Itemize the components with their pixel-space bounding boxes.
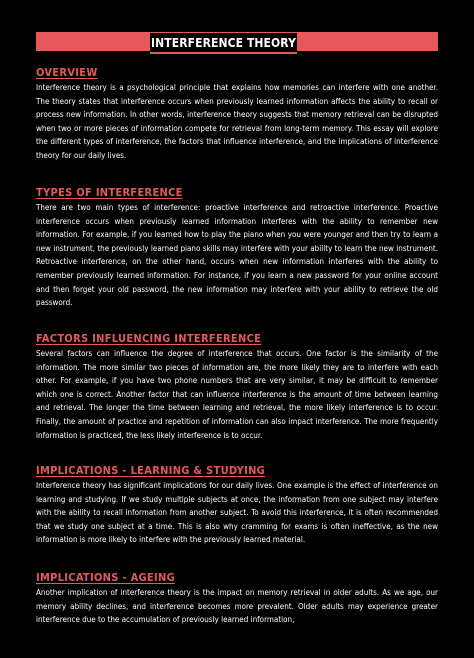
section-heading: TYPES OF INTERFERENCE (36, 186, 183, 199)
section-body: There are two main types of interference: proactive interference and retroactive interference. Proactive interference occurs when previously learned information interferes with the ability to remember new information. For example, if you learned how to play the piano when you were younger and then try to learn a new instrument, the previously learned piano skills may interfere with your ability to learn the new instrument. Retroactive interference, on the other hand, occurs when new information interferes with the ability to remember previously learned information. For instance, if you learn a new password for your online account and then forget your old password, the new information may interfere with your ability to retrieve the old password. (36, 203, 438, 308)
section-body: Interference theory has significant implications for our daily lives. One example is the effect of interference on learning and studying. If we study multiple subjects at once, the information from one subject may interfere with the ability to recall information from another subject. To avoid this interference, it is often recommended that we study one subject at a time. This is also why cramming for exams is often ineffective, as the new information is more likely to interfere with the previously learned material. (36, 481, 438, 545)
section-heading: OVERVIEW (36, 66, 98, 79)
section-heading: FACTORS INFLUENCING INTERFERENCE (36, 332, 262, 345)
section-heading: IMPLICATIONS - LEARNING & STUDYING (36, 464, 266, 477)
section-body: Interference theory is a psychological principle that explains how memories can interfere with one another. The theory states that interference occurs when previously learned information affects the ability to recall or process new information. In other words, interference theory suggests that memory retrieval can be disrupted when two or more pieces of information compete for retrieval from long-term memory. This essay will explore the different types of interference, the factors that influence interference, and the implications of interference theory for our daily lives. (36, 83, 438, 160)
section-factors-influencing-interference (36, 332, 438, 442)
section-implications-learning-studying (36, 464, 438, 547)
section-implications-ageing (36, 571, 438, 627)
section-types-of-interference (36, 186, 438, 310)
section-overview (36, 66, 438, 163)
title-box (150, 33, 297, 54)
page-title: INTERFERENCE THEORY (151, 35, 296, 50)
section-body: Another implication of interference theory is the impact on memory retrieval in older adults. As we age, our memory ability declines, and interference becomes more prevalent. Older adults may experience greater interference due to the accumulation of previously learned information, (36, 588, 438, 625)
section-body: Several factors can influence the degree of interference that occurs. One factor is the similarity of the information. The more similar two pieces of information are, the more likely they are to interfere with each other. For example, if you have two phone numbers that are very similar, it may be difficult to remember which one is correct. Another factor that can influence interference is the amount of time between learning and retrieval. The longer the time between learning and retrieval, the more likely interference is to occur. Finally, the amount of practice and repetition of information can also impact interference. The more frequently information is practiced, the less likely interference is to occur. (36, 349, 438, 440)
section-heading: IMPLICATIONS - AGEING (36, 571, 176, 584)
